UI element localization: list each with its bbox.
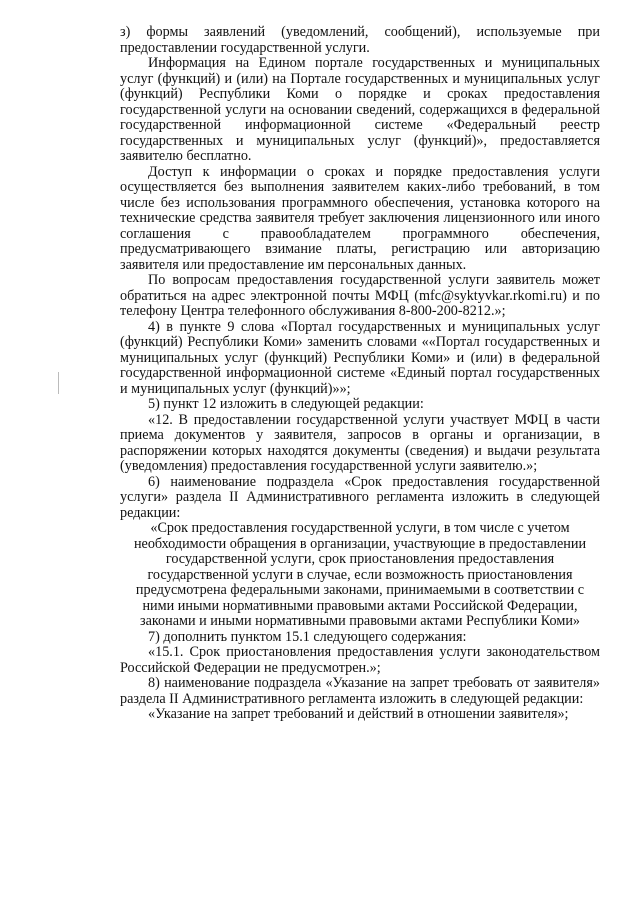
paragraph-portal-info: Информация на Едином портале государственных и муниципальных услуг (функций) и (или) на Портале государственных и муниципальных услуг (функций) Республики Коми о порядке и сроках предоставления государственной услуги на основании сведений, содержащихся в федеральной государственной информационной системе «Федеральный реестр государственных и муниципальных услуг (функций)», предоставляется заявителю бесплатно. xyxy=(120,55,600,164)
paragraph-item-8: 8) наименование подраздела «Указание на запрет требовать от заявителя» раздела II Административного регламента изложить в следующей редакции: xyxy=(120,675,600,707)
margin-mark xyxy=(58,372,59,394)
centered-heading: «Срок предоставления государственной услуги, в том числе с учетом необходимости обращения в организации, участвующие в предоставлении государственной услуги, срок приостановления предоставления государственной услуги в случае, если возможность приостановления предусмотрена федеральными законами, принимаемыми в соответствии с ними иными нормативными правовыми актами Российской Федерации, законами и иными нормативными правовыми актами Республики Коми» xyxy=(133,520,587,629)
paragraph-item-15-1: «15.1. Срок приостановления предоставления услуги законодательством Российской Федерации не предусмотрен.»; xyxy=(120,644,600,676)
paragraph-item-4: 4) в пункте 9 слова «Портал государственных и муниципальных услуг (функций) Республики Коми» заменить словами ««Портал государственных и муниципальных услуг (функций) Республики Коми» и (или) в федеральной государственной информационной системе «Единый портал государственных и муниципальных услуг (функций)»»; xyxy=(120,318,600,397)
paragraph-final: «Указание на запрет требований и действий в отношении заявителя»; xyxy=(148,706,569,722)
paragraph-item-7: 7) дополнить пунктом 15.1 следующего содержания: xyxy=(148,628,467,645)
paragraph-forms: з) формы заявлений (уведомлений, сообщений), используемые при предоставлении государственной услуги. xyxy=(120,24,600,56)
paragraph-contacts: По вопросам предоставления государственной услуги заявитель может обратиться на адрес электронной почты МФЦ (mfc@syktyvkar.rkomi.ru) и по телефону Центра телефонного обслуживания 8-800-200-8212.»; xyxy=(120,272,600,319)
paragraph-access: Доступ к информации о сроках и порядке предоставления услуги осуществляется без выполнения заявителем каких-либо требований, в том числе без использования программного обеспечения, установка которого на технические средства заявителя требует заключения лицензионного или иного соглашения с правообладателем программного обеспечения, предусматривающего взимание платы, регистрацию или авторизацию заявителя или предоставление им персональных данных. xyxy=(120,163,600,273)
paragraph-item-6: 6) наименование подраздела «Срок предоставления государственной услуги» раздела II Административного регламента изложить в следующей редакции: xyxy=(120,473,600,521)
paragraph-item-12: «12. В предоставлении государственной услуги участвует МФЦ в части приема документов у заявителя, запросов в органы и организации, в распоряжении которых находятся документы (сведения) и выдачи результата (уведомления) предоставления государственной услуги заявителю.»; xyxy=(120,411,600,474)
paragraph-item-5: 5) пункт 12 изложить в следующей редакции: xyxy=(148,396,424,412)
